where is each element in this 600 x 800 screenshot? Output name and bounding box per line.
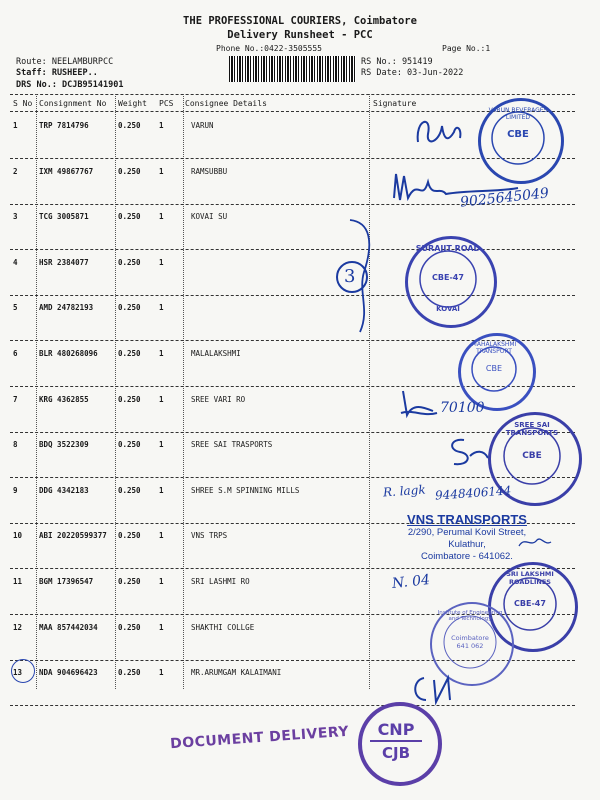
row3-handwritten-mark: 3 <box>344 266 356 287</box>
row-weight: 0.250 <box>118 531 141 540</box>
col-divider <box>115 94 116 689</box>
vns-name: VNS TRANSPORTS <box>407 512 527 527</box>
row-consignment: BLR 480268096 <box>39 349 98 358</box>
row-consignee: SRI LASHMI RO <box>191 577 250 586</box>
vns-line1: 2/290, Perumal Kovil Street, <box>407 527 527 538</box>
sai-stamp-city: CBE <box>522 451 542 461</box>
col-header-signature: Signature <box>373 99 417 108</box>
row3-signature <box>330 212 390 337</box>
row-sno: 7 <box>13 395 18 404</box>
page-number: Page No.:1 <box>442 44 491 53</box>
row9-phone-handwritten: 9448406144 <box>434 483 512 503</box>
row-consignee: RAMSUBBU <box>191 167 228 176</box>
row13-circle-mark <box>11 659 35 683</box>
row-pcs: 1 <box>159 212 164 221</box>
row-consignment: TCG 3005871 <box>39 212 89 221</box>
vns-line3: Coimbatore - 641062. <box>421 551 513 562</box>
phone-number: Phone No.:0422-3505555 <box>216 44 322 53</box>
surajit-stamp-city: CBE-47 <box>432 273 464 282</box>
row-sno: 4 <box>13 258 18 267</box>
row13-signature <box>406 670 466 708</box>
surajit-stamp <box>405 236 497 328</box>
row-sno: 1 <box>13 121 18 130</box>
row-sno: 6 <box>13 349 18 358</box>
table-top-rule <box>10 94 575 95</box>
row-weight: 0.250 <box>118 121 141 130</box>
lakshmi-stamp-city: CBE-47 <box>514 599 546 608</box>
row-sno: 11 <box>13 577 23 586</box>
document-delivery-stamp: DOCUMENT DELIVERY <box>169 723 350 753</box>
row-consignee: SREE VARI RO <box>191 395 246 404</box>
row-weight: 0.250 <box>118 623 141 632</box>
row-consignment: ABI 20220599377 <box>39 531 107 540</box>
row-pcs: 1 <box>159 121 164 130</box>
lakshmi-stamp-text: SRI LAKSHMI ROADLINES <box>506 570 554 586</box>
row7-signature <box>393 385 443 425</box>
row-sno: 12 <box>13 623 23 632</box>
mahalakshmi-stamp-text: MAHALAKSHMI TRANSPORT <box>471 341 517 355</box>
row-pcs: 1 <box>159 486 164 495</box>
row-consignment: AMD 24782193 <box>39 303 94 312</box>
row-consignee: SHAKTHI COLLGE <box>191 623 255 632</box>
cnp-stamp <box>358 702 442 786</box>
row-weight: 0.250 <box>118 395 141 404</box>
row10-signature <box>515 532 555 552</box>
row-weight: 0.250 <box>118 167 141 176</box>
col-divider <box>183 94 184 689</box>
col-divider <box>369 94 370 689</box>
row-consignment: IXM 49867767 <box>39 167 94 176</box>
rs-date: RS Date: 03-Jun-2022 <box>361 68 464 78</box>
row-sno: 5 <box>13 303 18 312</box>
row-consignment: BDQ 3522309 <box>39 440 89 449</box>
row8-signature <box>440 432 490 472</box>
row9-name-handwritten: R. lagk <box>382 482 427 500</box>
cnp-stamp-bottom: CJB <box>381 744 411 762</box>
row-consignment: HSR 2384077 <box>39 258 89 267</box>
row-weight: 0.250 <box>118 349 141 358</box>
vns-line2: Kulathur, <box>448 539 486 550</box>
row-pcs: 1 <box>159 440 164 449</box>
college-stamp-city: Coimbatore 641 062 <box>451 634 489 650</box>
col-header-pcs: PCS <box>159 99 174 108</box>
row-weight: 0.250 <box>118 258 141 267</box>
row-consignee: VNS TRPS <box>191 531 228 540</box>
row-divider <box>10 705 575 706</box>
row-consignment: DDG 4342183 <box>39 486 89 495</box>
row-consignee: MR.ARUMGAM KALAIMANI <box>191 668 282 677</box>
row-sno: 9 <box>13 486 18 495</box>
varun-stamp-city: CBE <box>507 129 529 140</box>
row-weight: 0.250 <box>118 440 141 449</box>
company-title: THE PROFESSIONAL COURIERS, Coimbatore <box>183 15 417 27</box>
row-pcs: 1 <box>159 258 164 267</box>
row-sno: 13 <box>13 668 23 677</box>
college-stamp-text: Institute of Engineering and Technology <box>437 610 503 622</box>
drs-number: DRS No.: DCJB95141901 <box>16 80 124 90</box>
runsheet-subtitle: Delivery Runsheet - PCC <box>227 29 373 41</box>
col-header-sno: S No <box>13 99 33 108</box>
row1-signature <box>410 112 470 154</box>
row-pcs: 1 <box>159 395 164 404</box>
col-divider <box>36 94 37 689</box>
col-header-consignee: Consignee Details <box>185 99 267 108</box>
row-weight: 0.250 <box>118 577 141 586</box>
rs-number: RS No.: 951419 <box>361 57 433 67</box>
varun-stamp-text: VARUN BEVERAGES LIMITED <box>488 107 548 121</box>
row-weight: 0.250 <box>118 303 141 312</box>
surajit-stamp-bottom: KOVAI <box>436 305 460 313</box>
row-pcs: 1 <box>159 303 164 312</box>
row-sno: 8 <box>13 440 18 449</box>
staff-label: Staff: RUSHEEP.. <box>16 68 98 78</box>
cnp-stamp-divider <box>370 740 422 742</box>
row-pcs: 1 <box>159 349 164 358</box>
mahalakshmi-stamp-city: CBE <box>485 364 503 373</box>
row-sno: 10 <box>13 531 23 540</box>
row-sno: 3 <box>13 212 18 221</box>
row-consignee: SREE SAI TRASPORTS <box>191 440 273 449</box>
sai-stamp-text: SREE SAI TRANSPORTS <box>505 421 559 437</box>
row2-phone-handwritten: 9025645049 <box>459 185 550 211</box>
row-consignee: VARUN <box>191 121 214 130</box>
route-label: Route: NEELAMBURPCC <box>16 57 114 67</box>
row-consignee: SHREE S.M SPINNING MILLS <box>191 486 300 495</box>
row-weight: 0.250 <box>118 486 141 495</box>
row7-number-handwritten: 70100 <box>440 400 485 416</box>
col-header-weight: Weight <box>118 99 147 108</box>
barcode <box>229 56 356 82</box>
row-consignment: TRP 7814796 <box>39 121 89 130</box>
row-consignee: MALALAKSHMI <box>191 349 241 358</box>
row-consignment: MAA 857442034 <box>39 623 98 632</box>
row-sno: 2 <box>13 167 18 176</box>
row-pcs: 1 <box>159 668 164 677</box>
cnp-stamp-top: CNP <box>377 720 415 739</box>
row-weight: 0.250 <box>118 212 141 221</box>
row-weight: 0.250 <box>118 668 141 677</box>
col-header-consignment: Consignment No <box>39 99 107 108</box>
row-pcs: 1 <box>159 623 164 632</box>
row-consignment: KRG 4362855 <box>39 395 89 404</box>
row-pcs: 1 <box>159 167 164 176</box>
row-pcs: 1 <box>159 531 164 540</box>
row11-handwritten-mark: N. 04 <box>391 572 431 592</box>
row-consignee: KOVAI SU <box>191 212 228 221</box>
row-pcs: 1 <box>159 577 164 586</box>
surajit-stamp-text: SURAJIT ROAD <box>415 244 481 253</box>
row-consignment: BGM 17396547 <box>39 577 94 586</box>
row-consignment: NDA 904696423 <box>39 668 98 677</box>
